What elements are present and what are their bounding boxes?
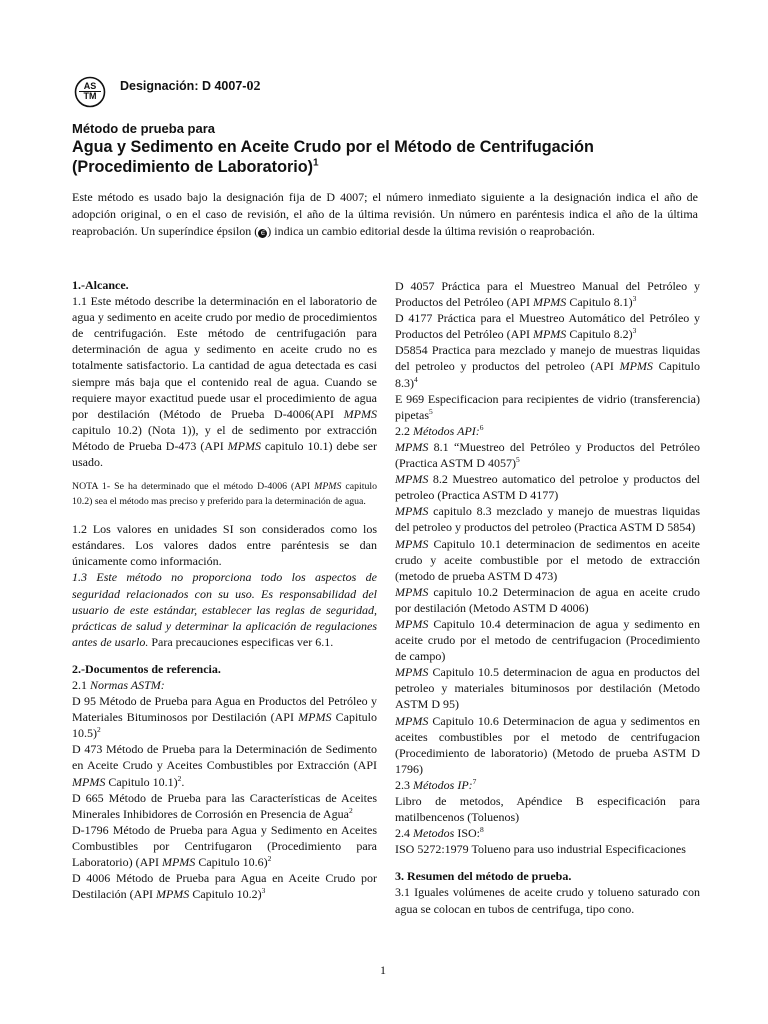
intro-paragraph: Este método es usado bajo la designación fija de D 4007; el número inmediato siguiente a la designación indica el año de adopción original, o en el caso de revisión, el año de la última revisión. Un número en paréntesis indica el año de la última reaprobación. Un superíndice épsilon ( ∈ ) indica un cambio editorial desde la última revisión o reaprobación.	[72, 190, 698, 238]
paragraph-2-2: 2.2 Métodos API:$^6$	[395, 422, 484, 438]
document-title: Agua y Sedimento en Aceite Crudo por el Método de Centrifugación (Procedimiento de Laboratorio)$^1$	[72, 138, 594, 176]
api-10-5: MPMS Capitulo 10.5 determinacion de agua en productos del petroleo y materiales bituminosos por destilación (Metodo ASTM D 95)	[395, 665, 700, 712]
paragraph-2-1: 2.1 Normas ASTM:	[72, 677, 165, 692]
reference-d473: D 473 Método de Prueba para la Determinación de Sedimento en Aceite Crudo y Aceites Combustibles por Extracción (API MPMS Capitulo 10.1)$^2$.	[72, 742, 377, 789]
section-heading: 3. Resumen del método de prueba.	[395, 869, 572, 884]
page-number: 1	[380, 963, 386, 977]
reference-d1796: D-1796 Método de Prueba para Agua y Sedimento en Aceites Combustibles por Centrifugaron (Procedimiento para Laboratorio) (API MPMS Capitulo 10.6)$^2$	[72, 822, 377, 869]
section-heading: 2.-Documentos de referencia.	[72, 661, 221, 676]
paragraph-1-1: 1.1 Este método describe la determinación en el laboratorio de agua y sedimento en aceite crudo por medio de procedimientos de centrifugación. Este método de centrifugación para determinación de agua y sedimento en aceite crudo no es totalmente satisfactorio. La cantidad de agua detectada es casi siempre más baja que el contenido real de agua. Cuando se requiere mayor exactitud puede usar el procedimiento de agua por destilación (Método de Prueba D-4006(API MPMS capitulo 10.2) (Nota 1)), y el de sedimento por extracción Método de Prueba D-473 (API MPMS capitulo 10.1) debe ser usado.	[72, 294, 377, 470]
note-1: NOTA 1- Se ha determinado que el método D-4006 (API MPMS capitulo 10.2) sea el método mas preciso y preferido para la determinación de agua.	[72, 481, 377, 507]
api-8-2: MPMS 8.2 Muestreo automatico del petroloe y productos del petroleo (Practica ASTM D 4177)	[395, 472, 700, 503]
reference-d95: D 95 Método de Prueba para Agua en Productos del Petróleo y Materiales Bituminosos por Destilación (API MPMS Capitulo 10.5)$^2$	[72, 694, 377, 741]
svg-text:TM: TM	[83, 91, 97, 101]
reference-d4177: D 4177 Práctica para el Muestreo Automático del Petróleo y Productos del Petróleo (API MPMS Capitulo 8.2)$^3$	[395, 311, 700, 342]
reference-d5854: D5854 Practica para mezclado y manejo de muestras liquidas del petroleo y productos del petroleo (API MPMS Capitulo 8.3)$^4$	[395, 343, 700, 390]
ip-method: Libro de metodos, Apéndice B especificación para matilbencenos (Toluenos)	[395, 794, 700, 825]
api-10-2: MPMS capitulo 10.2 Determinacion de agua en aceite crudo por destilación (Metodo ASTM D 4006)	[395, 584, 700, 615]
api-8-1: MPMS 8.1 “Muestreo del Petróleo y Productos del Petróleo (Practica ASTM D 4057)$^5$	[395, 439, 700, 471]
right-column	[395, 278, 700, 917]
reference-d4006: D 4006 Método de Prueba para Agua en Aceite Crudo por Destilación (API MPMS Capitulo 10.2)$^3$	[72, 871, 377, 902]
reference-d4057: D 4057 Práctica para el Muestreo Manual del Petróleo y Productos del Petróleo (API MPMS Capitulo 8.1)$^3$	[395, 279, 700, 310]
left-column	[72, 277, 377, 902]
paragraph-2-4: 2.4 Metodos ISO:$^8$	[395, 825, 484, 841]
paragraph-1-3: 1.3 Este método no proporciona todo los aspectos de seguridad relacionados con su uso. Es responsabilidad del usuario de este estándar, establecer las reglas de seguridad, prácticas de salud y determinar la aplicación de regulaciones antes de usarlo. Para precauciones especificas ver 6.1.	[72, 570, 377, 649]
svg-text:AS: AS	[83, 81, 97, 91]
iso-reference: ISO 5272:1979 Tolueno para uso industrial Especificaciones	[395, 842, 686, 857]
designation: Designación: D 4007-02	[120, 79, 261, 94]
api-10-6: MPMS Capitulo 10.6 Determinacion de agua y sedimentos en aceites combustibles por el metodo de centrifugacion (Procedimiento de laboratorio) (Metodo de prueba ASTM D 1796)	[395, 713, 700, 776]
api-10-1: MPMS Capitulo 10.1 determinacion de sedimentos en aceite crudo y aceite combustible por el metodo de extracción (metodo de prueba ASTM D 473)	[395, 536, 700, 583]
astm-logo	[74, 76, 106, 108]
reference-e969: E 969 Especificacion para recipientes de vidrio (transferencia) pipetas$^5$	[395, 391, 700, 422]
paragraph-2-3: 2.3 Métodos IP:$^7$	[395, 776, 477, 792]
section-heading: 1.-Alcance.	[72, 278, 129, 292]
paragraph-1-2: 1.2 Los valores en unidades SI son considerados como los estándares. Los valores dados entre paréntesis se dan únicamente como información.	[72, 522, 377, 569]
paragraph-3-1: 3.1 Iguales volúmenes de aceite crudo y tolueno saturado con agua se colocan en tubos de centrifuga, tipo cono.	[395, 885, 700, 916]
epsilon-symbol: ∈	[260, 229, 266, 237]
reference-d665: D 665 Método de Prueba para las Características de Aceites Minerales Inhibidores de Corrosión en Presencia de Agua$^2$	[72, 790, 377, 821]
title-kicker: Método de prueba para	[72, 121, 216, 136]
api-10-4: MPMS Capitulo 10.4 determinacion de agua y sedimento en aceite crudo por el metodo de centrifugacion (Procedimiento de campo)	[395, 616, 700, 664]
api-8-3: MPMS capitulo 8.3 mezclado y manejo de muestras liquidas del petroleo y productos del petroleo (Practica ASTM D 5854)	[395, 504, 700, 535]
